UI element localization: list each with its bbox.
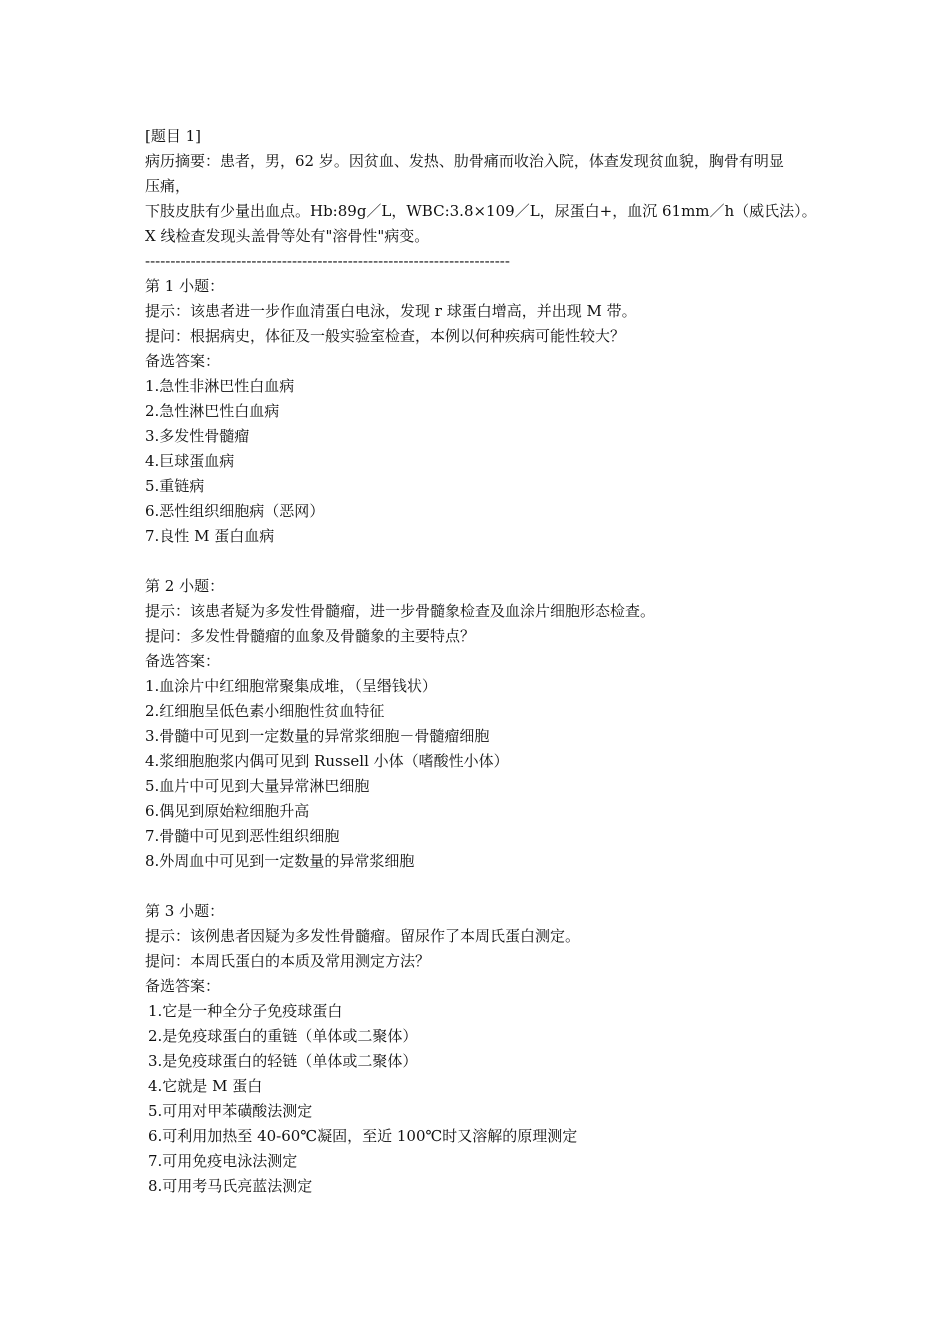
answer-option: 6.偶见到原始粒细胞升高: [145, 802, 310, 820]
question-hint: 提示：该患者进一步作血清蛋白电泳，发现 r 球蛋白增高，并出现 M 带。: [145, 302, 637, 320]
case-title: [题目 1]: [145, 127, 202, 145]
spacer: [145, 874, 825, 899]
case-history-line: X 线检查发现头盖骨等处有"溶骨性"病变。: [145, 227, 430, 245]
answer-option: 5.血片中可见到大量异常淋巴细胞: [145, 777, 370, 795]
options-label: 备选答案：: [145, 652, 221, 670]
case-history-line: 下肢皮肤有少量出血点。Hb:89g／L，WBC:3.8×109／L，尿蛋白+，血沉 61mm／h（威氏法）。: [145, 202, 817, 220]
question-hint: 提示：该例患者因疑为多发性骨髓瘤。留尿作了本周氏蛋白测定。: [145, 927, 581, 945]
answer-option: 3.是免疫球蛋白的轻链（单体或二聚体）: [148, 1052, 418, 1070]
question-prompt: 提问：多发性骨髓瘤的血象及骨髓象的主要特点？: [145, 627, 476, 645]
question-title: 第 3 小题：: [145, 902, 225, 920]
answer-option: 8.外周血中可见到一定数量的异常浆细胞: [145, 852, 415, 870]
question-prompt: 提问：本周氏蛋白的本质及常用测定方法？: [145, 952, 431, 970]
options-label: 备选答案：: [145, 352, 221, 370]
question-hint: 提示：该患者疑为多发性骨髓瘤，进一步骨髓象检查及血涂片细胞形态检查。: [145, 602, 656, 620]
answer-option: 1.血涂片中红细胞常聚集成堆，（呈缗钱状）: [145, 677, 437, 695]
section-divider: ------------------------------------------------------------------------: [145, 252, 510, 270]
document-page: [145, 124, 825, 1199]
answer-option: 8.可用考马氏亮蓝法测定: [148, 1177, 313, 1195]
answer-option: 2.急性淋巴性白血病: [145, 402, 280, 420]
question-3-section: [145, 899, 825, 1199]
answer-option: 1.急性非淋巴性白血病: [145, 377, 295, 395]
spacer: [145, 549, 825, 574]
answer-option: 5.可用对甲苯磺酸法测定: [148, 1102, 313, 1120]
answer-option: 3.多发性骨髓瘤: [145, 427, 250, 445]
answer-option: 6.恶性组织细胞病（恶网）: [145, 502, 325, 520]
answer-option: 7.骨髓中可见到恶性组织细胞: [145, 827, 340, 845]
question-title: 第 1 小题：: [145, 277, 225, 295]
question-prompt: 提问：根据病史，体征及一般实验室检查，本例以何种疾病可能性较大？: [145, 327, 626, 345]
question-1-section: [145, 274, 825, 549]
answer-option: 7.良性 M 蛋白血病: [145, 527, 275, 545]
answer-option: 2.是免疫球蛋白的重链（单体或二聚体）: [148, 1027, 418, 1045]
answer-option: 5.重链病: [145, 477, 205, 495]
options-label: 备选答案：: [145, 977, 221, 995]
answer-option: 3.骨髓中可见到一定数量的异常浆细胞－骨髓瘤细胞: [145, 727, 490, 745]
answer-option: 4.巨球蛋血病: [145, 452, 235, 470]
case-history-line: 压痛，: [145, 177, 191, 195]
answer-option: 4.浆细胞胞浆内偶可见到 Russell 小体（嗜酸性小体）: [145, 752, 509, 770]
answer-option: 7.可用免疫电泳法测定: [148, 1152, 298, 1170]
case-history-line: 病历摘要：患者，男，62 岁。因贫血、发热、肋骨痛而收治入院，体查发现贫血貌，胸骨有明显: [145, 152, 784, 170]
question-title: 第 2 小题：: [145, 577, 225, 595]
answer-option: 1.它是一种全分子免疫球蛋白: [148, 1002, 343, 1020]
question-2-section: [145, 574, 825, 874]
answer-option: 6.可利用加热至 40-60℃凝固，至近 100℃时又溶解的原理测定: [148, 1127, 578, 1145]
answer-option: 4.它就是 M 蛋白: [148, 1077, 263, 1095]
answer-option: 2.红细胞呈低色素小细胞性贫血特征: [145, 702, 385, 720]
